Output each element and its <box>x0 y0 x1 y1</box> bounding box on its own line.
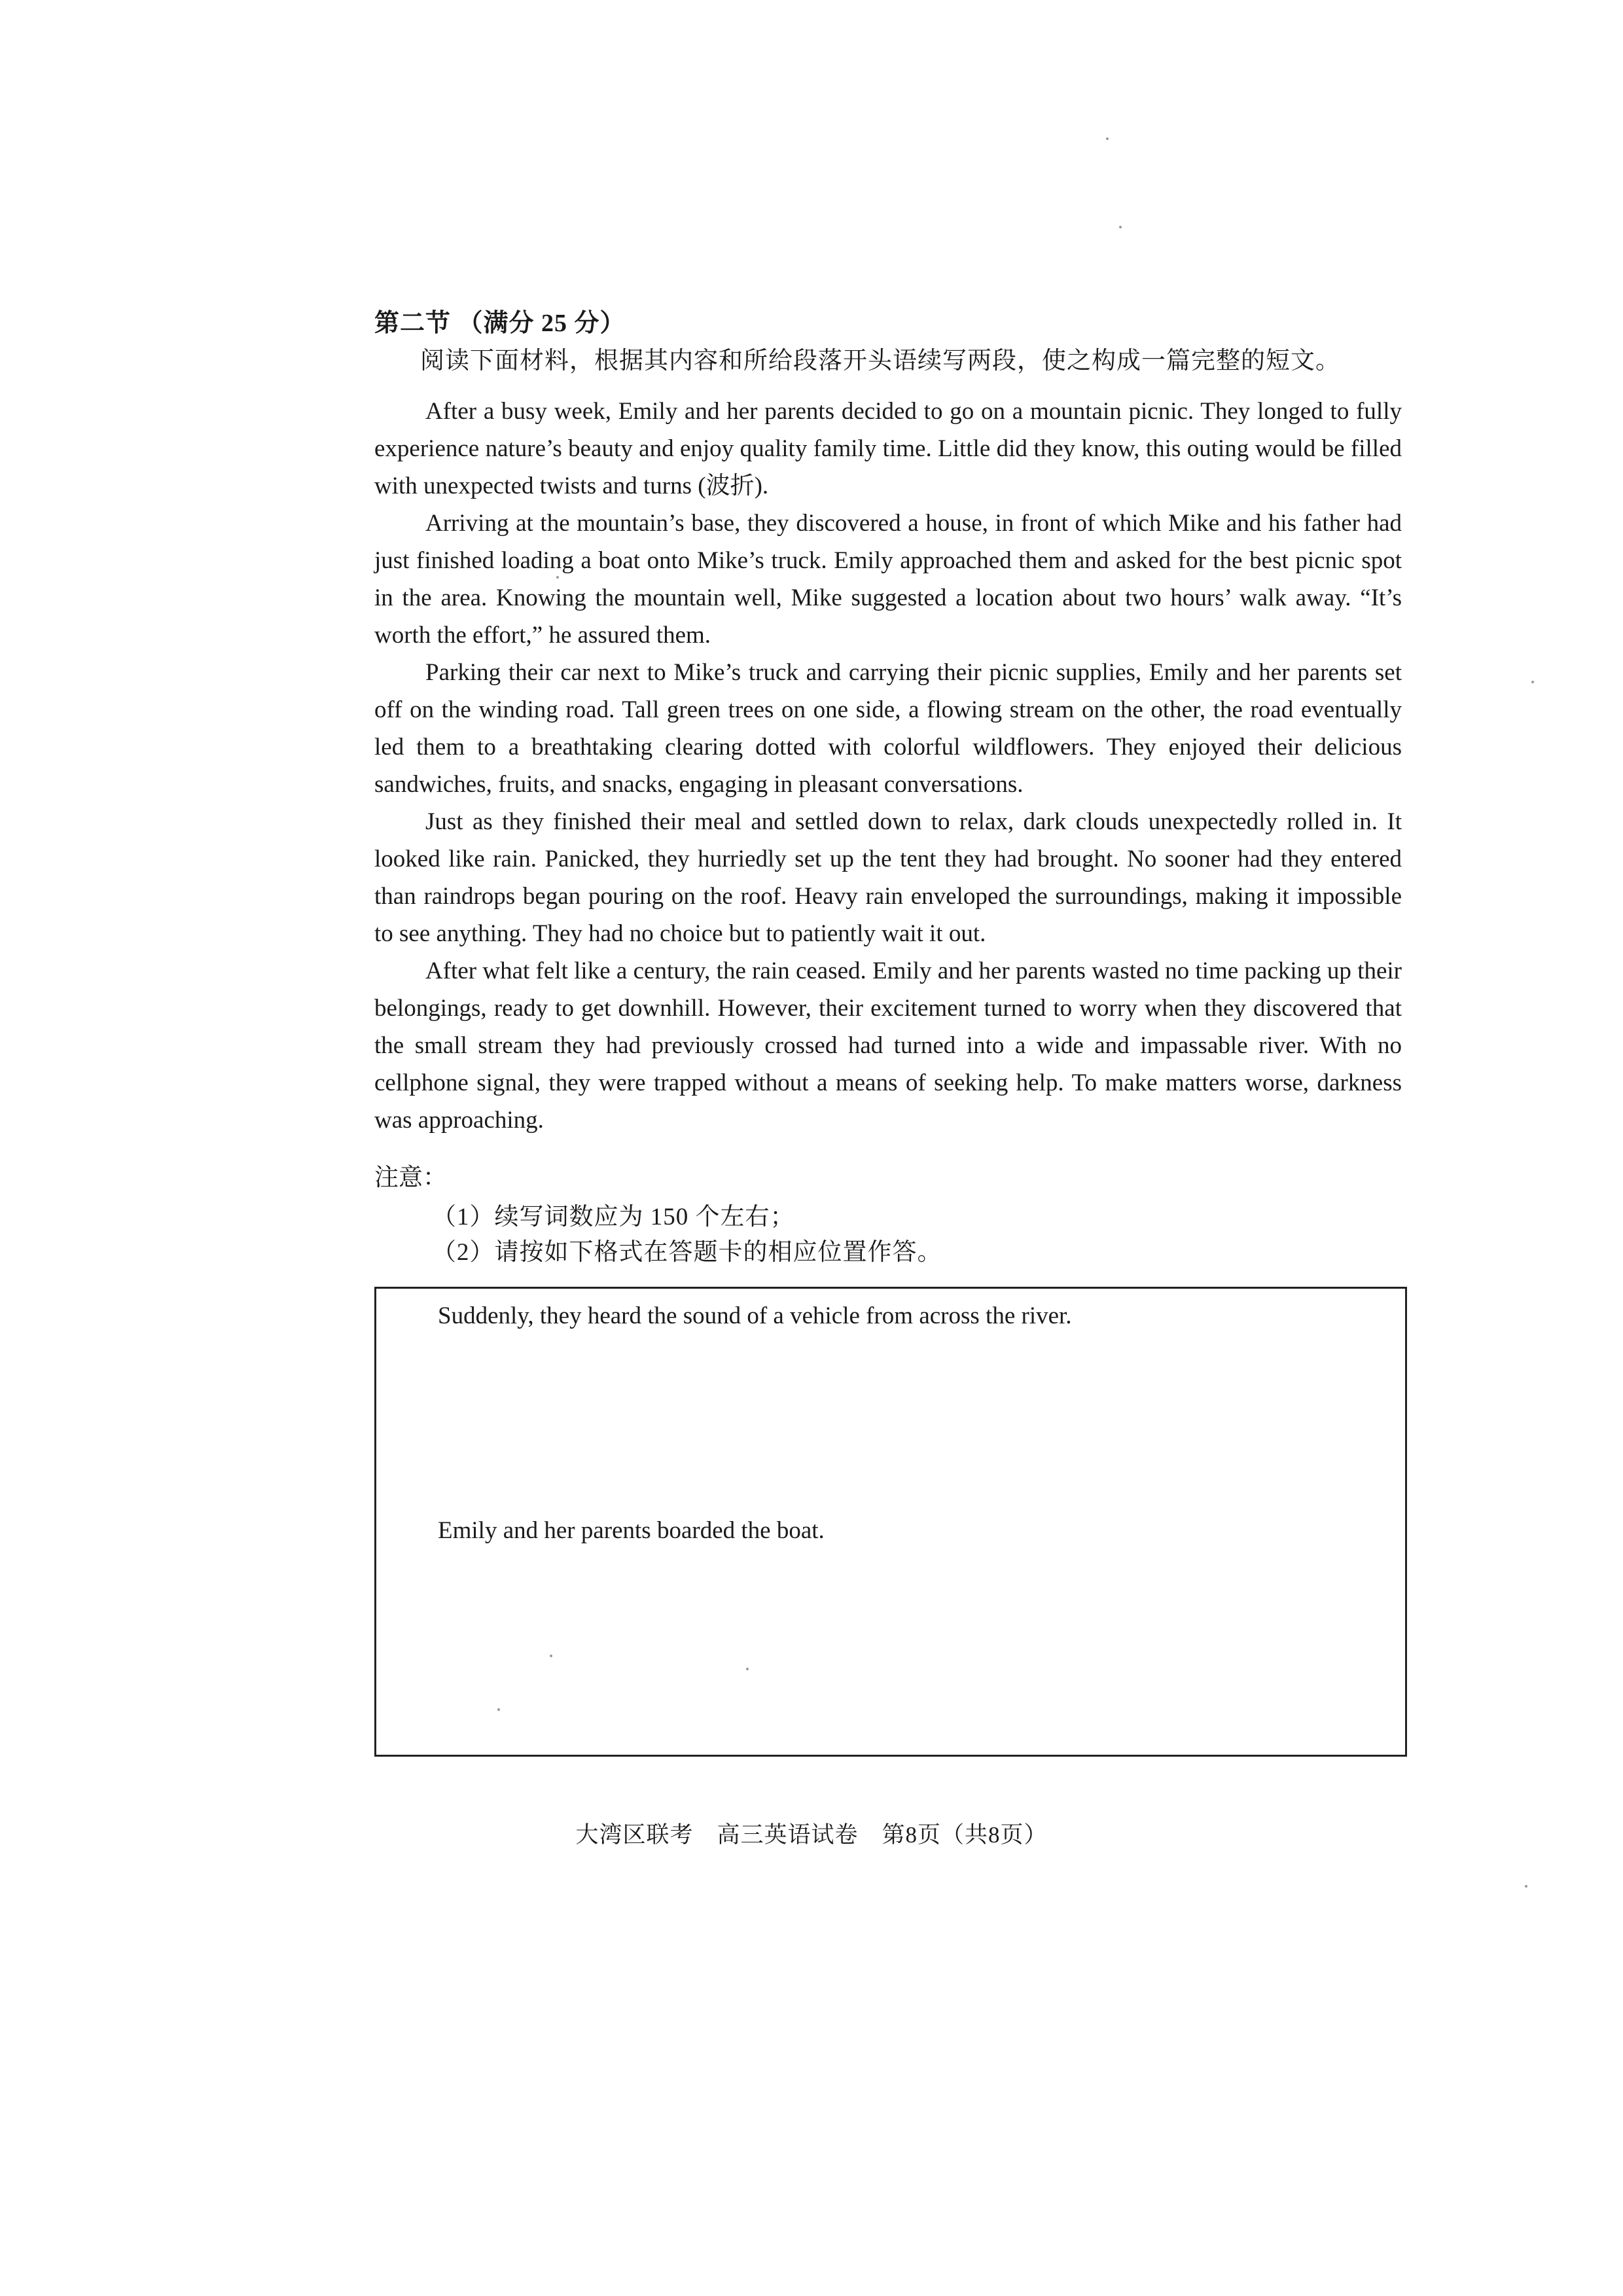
scan-speck <box>550 1655 552 1657</box>
scan-speck <box>1106 137 1109 140</box>
story-paragraph-3: Parking their car next to Mike’s truck and carrying their picnic supplies, Emily and her parents set off on the winding road. Tall green trees on one side, a flowing stream on the other, the road eventually led them to a breathtaking clearing dotted with colorful wildflowers. They enjoyed their delicious sandwiches, fruits, and snacks, engaging in pleasant conversations. <box>374 659 1402 798</box>
story-paragraph-5: After what felt like a century, the rain ceased. Emily and her parents wasted no time packing up their belongings, ready to get downhill. However, their excitement turned to worry when they discovered that the small stream they had previously crossed had turned into a wide and impassable river. With no cellphone signal, they were trapped without a means of seeking help. To make matters worse, darkness was approaching. <box>374 958 1402 1134</box>
scan-speck <box>746 1668 749 1670</box>
scan-speck <box>556 576 559 579</box>
section-title: 第二节 （满分 25 分） <box>374 310 626 337</box>
note-item-word-count: （1）续写词数应为 150 个左右； <box>432 1204 795 1230</box>
paragraph-prompt-2: Emily and her parents boarded the boat. <box>438 1517 825 1544</box>
scan-speck <box>497 1708 500 1711</box>
paragraph-prompt-1: Suddenly, they heard the sound of a vehicle from across the river. <box>438 1302 1072 1329</box>
scan-speck <box>1525 1885 1527 1888</box>
page-footer: 大湾区联考 高三英语试卷 第8页（共8页） <box>575 1822 1048 1848</box>
scan-speck <box>1531 681 1534 683</box>
story-paragraph-4: Just as they finished their meal and settled down to relax, dark clouds unexpectedly rolled in. It looked like rain. Panicked, they hurriedly set up the tent they had brought. No sooner had they entered than raindrops began pouring on the roof. Heavy rain enveloped the surroundings, making it impossible to see anything. They had no choice but to patiently wait it out. <box>374 808 1402 947</box>
scan-speck <box>1119 226 1122 228</box>
section-instruction: 阅读下面材料，根据其内容和所给段落开头语续写两段，使之构成一篇完整的短文。 <box>420 348 1340 374</box>
notes-heading: 注意： <box>374 1164 447 1191</box>
story-paragraph-2: Arriving at the mountain’s base, they discovered a house, in front of which Mike and his father had just finished loading a boat onto Mike’s truck. Emily approached them and asked for the best picnic spot in the area. Knowing the mountain well, Mike suggested a location about two hours’ walk away. “It’s worth the effort,” he assured them. <box>374 510 1402 649</box>
note-item-format: （2）请按如下格式在答题卡的相应位置作答。 <box>432 1239 942 1266</box>
answer-box <box>374 1287 1407 1757</box>
story-paragraph-1: After a busy week, Emily and her parents decided to go on a mountain picnic. They longed to fully experience nature’s beauty and enjoy quality family time. Little did they know, this outing would be filled with unexpected twists and turns (波折). <box>374 398 1402 499</box>
story-text <box>374 393 1402 1139</box>
